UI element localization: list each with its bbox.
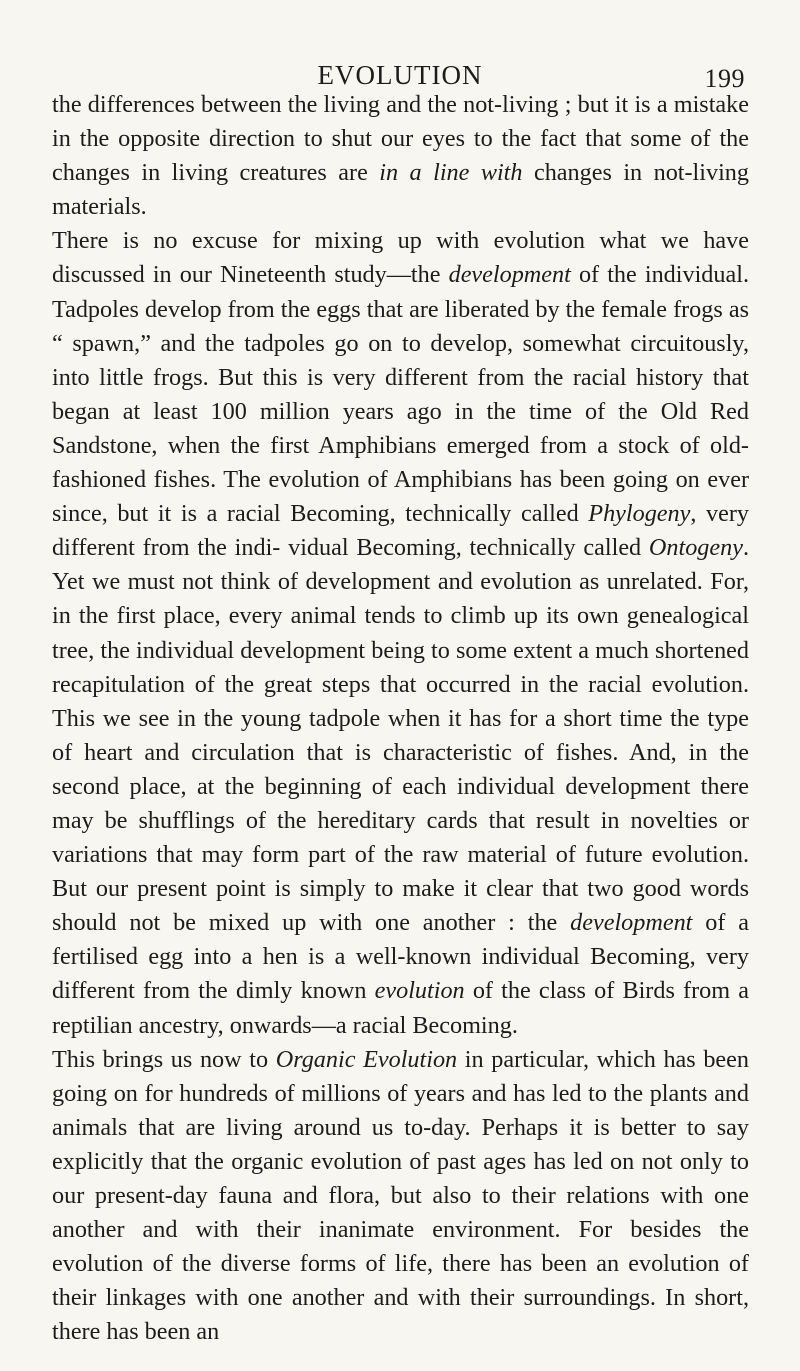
page-number: 199 xyxy=(704,64,745,93)
italic-run: development xyxy=(448,261,571,289)
text-run: . Yet we must not think of development and evolution as unrelated. For, in the first place, every animal tends to climb up its own genealogical tree, the individual development being to some extent a much shortened recapitulation of the great steps that occurred in the racial evolution. This we see in the young tadpole when it has for a short time the type of heart and circulation that is characteristic of fishes. And, in the second place, at the beginning of each individual development there may be shufflings of the hereditary cards that result in novelties or variations that may form part of the raw material of future evolution. But our present point is simply to make it clear that two good words should not be mixed up with one another : the xyxy=(52,534,749,937)
text-run: , very different from the indi- vidual Becoming, technically called xyxy=(52,500,749,562)
text-run: of the class of Birds from a reptilian ancestry, onwards—a racial Becoming. xyxy=(52,977,749,1039)
text-run: of a fertilised egg into a hen is a well-known individual Becoming, very different from the dimly known xyxy=(52,909,749,1005)
text-run: the differences between the living and the not-living ; but it is a mistake in the opposite direction to shut our eyes to the fact that some of the changes in living creatures are xyxy=(52,91,749,187)
running-title: EVOLUTION xyxy=(317,60,483,90)
paragraph-3 xyxy=(52,1043,749,1350)
paragraph-1 xyxy=(52,88,749,224)
italic-run: Phylogeny xyxy=(588,500,691,528)
paragraph-2 xyxy=(52,224,749,1042)
italic-run: in a line with xyxy=(379,159,523,187)
italic-run: development xyxy=(570,909,693,937)
text-run: There is no excuse for mixing up with evolution what we have discussed in our Nineteenth study—the xyxy=(52,227,749,289)
italic-run: Organic Evolution xyxy=(275,1045,458,1073)
text-run: changes in not-living materials. xyxy=(52,159,749,221)
italic-run: evolution xyxy=(374,977,465,1005)
italic-run: Ontogeny xyxy=(648,534,743,562)
text-run: in particular, which has been going on for hundreds of millions of years and has led to the plants and animals that are living around us to-day. Perhaps it is better to say explicitly that the organic evolution of past ages has led on not only to our present-day fauna and flora, but also to their relations with one another and with their inanimate environment. For besides the evolution of the diverse forms of life, there has been an evolution of their linkages with one another and with their surroundings. In short, there has been an xyxy=(52,1045,749,1346)
body-text xyxy=(52,88,749,1349)
text-run: of the individual. Tadpoles develop from the eggs that are liberated by the female frogs as “ spawn,” and the tadpoles go on to develop, somewhat circuitously, into little frogs. But this is very different from the racial history that began at least 100 million years ago in the time of the Old Red Sandstone, when the first Amphibians emerged from a stock of old-fashioned fishes. The evolution of Amphibians has been going on ever since, but it is a racial Becoming, technically called xyxy=(52,261,749,528)
text-run: This brings us now to xyxy=(52,1045,276,1073)
